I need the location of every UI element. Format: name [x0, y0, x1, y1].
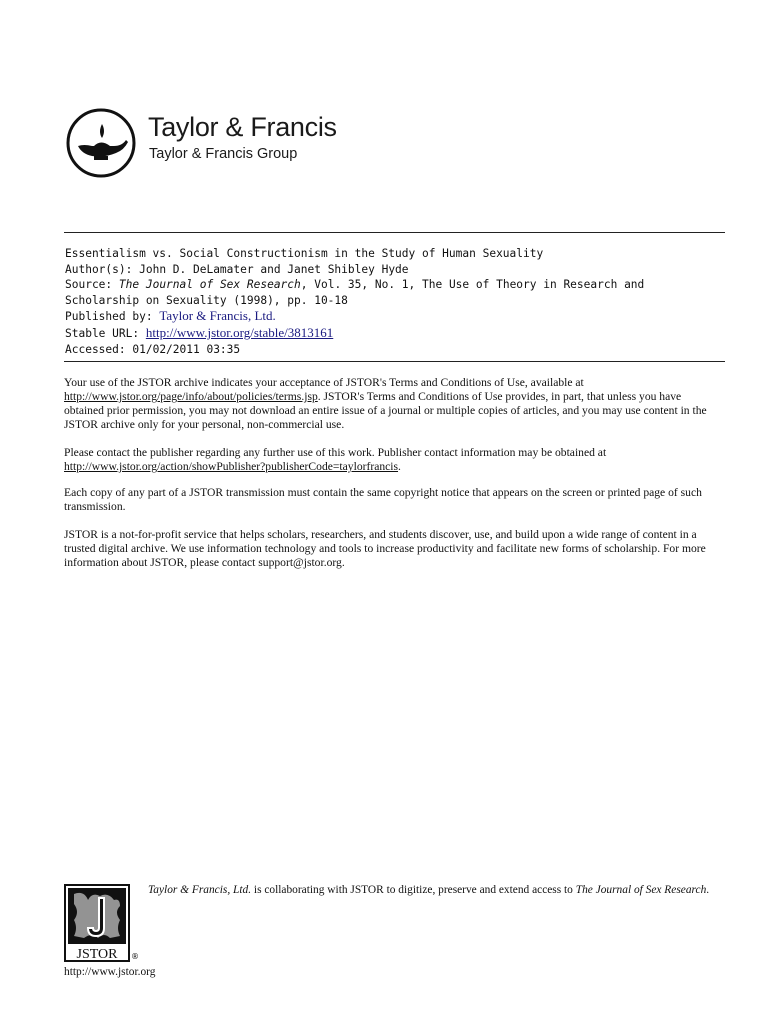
publisher-group: Taylor & Francis Group: [149, 146, 298, 162]
publisher-value: Taylor & Francis, Ltd.: [159, 308, 276, 324]
terms-p1-end: . JSTOR's Terms and Conditions of Use provides, in part, that unless you have obtained prior permission, you may not download an entire issue of a journal or multiple copies of articles, and you may use content in the JSTOR archive only for your personal, non-commercial use.: [64, 390, 707, 431]
publisher-contact-link[interactable]: http://www.jstor.org/action/showPublisher?publisherCode=taylorfrancis: [64, 460, 399, 473]
publisher-name: Taylor & Francis: [148, 112, 337, 142]
source-details: , Vol. 35, No. 1, The Use of Theory in Research and: [300, 278, 645, 292]
collab-text: is collaborating with JSTOR to digitize, preserve and extend access to: [251, 884, 576, 896]
publisher-logo: [64, 98, 384, 188]
terms-paragraph-4: JSTOR is a not-for-profit service that helps scholars, researchers, and students discover, use, and build upon a wide range of content in a trusted digital archive. We use information technology and tools to increase productivity and facilitate new forms of scholarship. For more information about JSTOR, please contact support@jstor.org.: [64, 528, 706, 569]
stable-url-line: [65, 325, 725, 342]
registered-mark: ®: [131, 952, 139, 961]
terms-paragraph-3: Each copy of any part of a JSTOR transmission must contain the same copyright notice that appears on the screen or printed page of such transmission.: [64, 486, 702, 513]
jstor-url[interactable]: http://www.jstor.org: [64, 966, 156, 978]
source-journal: The Journal of Sex Research: [118, 278, 301, 292]
jstor-wordmark: JSTOR: [76, 947, 118, 962]
terms-p1-start: Your use of the JSTOR archive indicates your acceptance of JSTOR's Terms and Conditions of Use, available at: [64, 376, 584, 389]
bottom-divider: [64, 361, 725, 362]
accessed-value: 01/02/2011 03:35: [132, 342, 241, 356]
stable-url-label: Stable URL:: [65, 326, 140, 340]
source-label: Source:: [65, 278, 113, 292]
terms-link[interactable]: http://www.jstor.org/page/info/about/policies/terms.jsp: [64, 390, 318, 403]
jstor-logo: [64, 884, 130, 962]
citation-block: [65, 246, 725, 357]
terms-text: [64, 376, 724, 584]
accessed-label: Accessed:: [65, 342, 126, 356]
terms-paragraph-2: [64, 446, 724, 474]
top-divider: [64, 232, 725, 233]
collab-journal: The Journal of Sex Research: [575, 884, 707, 896]
source-line: [65, 277, 725, 293]
terms-p2-start: Please contact the publisher regarding any further use of this work. Publisher contact information may be obtained at: [64, 446, 607, 459]
terms-paragraph-1: [64, 376, 724, 432]
accessed-line: [65, 342, 725, 358]
oil-lamp-logo-icon: [64, 106, 138, 180]
stable-url-link[interactable]: http://www.jstor.org/stable/3813161: [145, 324, 334, 340]
article-title: Essentialism vs. Social Constructionism in the Study of Human Sexuality: [65, 247, 544, 260]
authors-line: [65, 262, 725, 278]
authors-value: John D. DeLamater and Janet Shibley Hyde: [139, 262, 409, 276]
published-line: [65, 308, 725, 325]
authors-label: Author(s):: [65, 262, 133, 276]
collab-end: .: [706, 884, 710, 896]
collaboration-notice: [148, 884, 726, 897]
terms-p2-end: .: [398, 460, 401, 473]
source-line-2: Scholarship on Sexuality (1998), pp. 10-18: [65, 293, 348, 307]
published-label: Published by:: [65, 310, 153, 324]
collab-publisher: Taylor & Francis, Ltd.: [148, 884, 252, 896]
